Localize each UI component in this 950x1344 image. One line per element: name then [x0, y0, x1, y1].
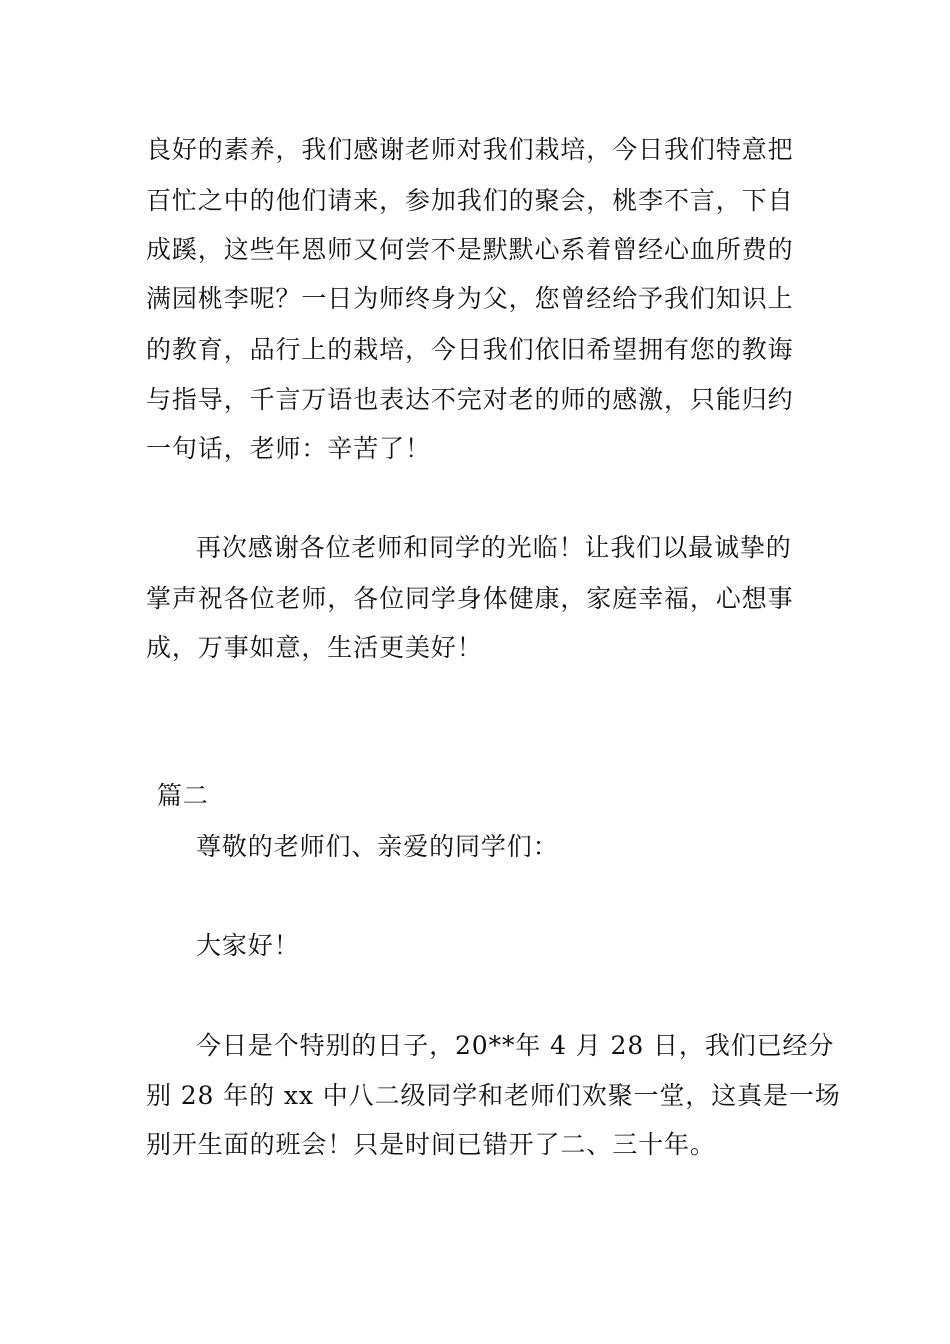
- paragraph-1-line-1: 良好的素养，我们感谢老师对我们栽培，今日我们特意把: [146, 135, 794, 164]
- paragraph-1-line-4: 满园桃李呢？一日为师终身为父，您曾经给予我们知识上: [146, 284, 794, 313]
- section-heading: 篇二: [157, 781, 209, 810]
- salutation: 尊敬的老师们、亲爱的同学们：: [196, 832, 559, 861]
- paragraph-1-line-3: 成蹊，这些年恩师又何尝不是默默心系着曾经心血所费的: [146, 235, 794, 264]
- paragraph-1-line-5: 的教育，品行上的栽培，今日我们依旧希望拥有您的教诲: [146, 335, 794, 364]
- paragraph-3-line-1: 今日是个特别的日子，20**年 4 月 28 日，我们已经分: [196, 1031, 835, 1060]
- paragraph-2-line-1: 再次感谢各位老师和同学的光临！让我们以最诚挚的: [196, 533, 792, 562]
- paragraph-1-line-7: 一句话，老师：辛苦了！: [146, 434, 431, 463]
- paragraph-2-line-3: 成，万事如意，生活更美好！: [146, 633, 483, 662]
- paragraph-1-line-2: 百忙之中的他们请来，参加我们的聚会，桃李不言，下自: [146, 186, 794, 215]
- paragraph-1-line-6: 与指导，千言万语也表达不完对老的师的感激，只能归约: [146, 385, 794, 414]
- paragraph-3-line-3: 别开生面的班会！只是时间已错开了二、三十年。: [146, 1130, 716, 1159]
- paragraph-3-line-2: 别 28 年的 xx 中八二级同学和老师们欢聚一堂，这真是一场: [146, 1081, 841, 1110]
- greeting: 大家好！: [196, 931, 300, 960]
- paragraph-2-line-2: 掌声祝各位老师，各位同学身体健康，家庭幸福，心想事: [146, 584, 794, 613]
